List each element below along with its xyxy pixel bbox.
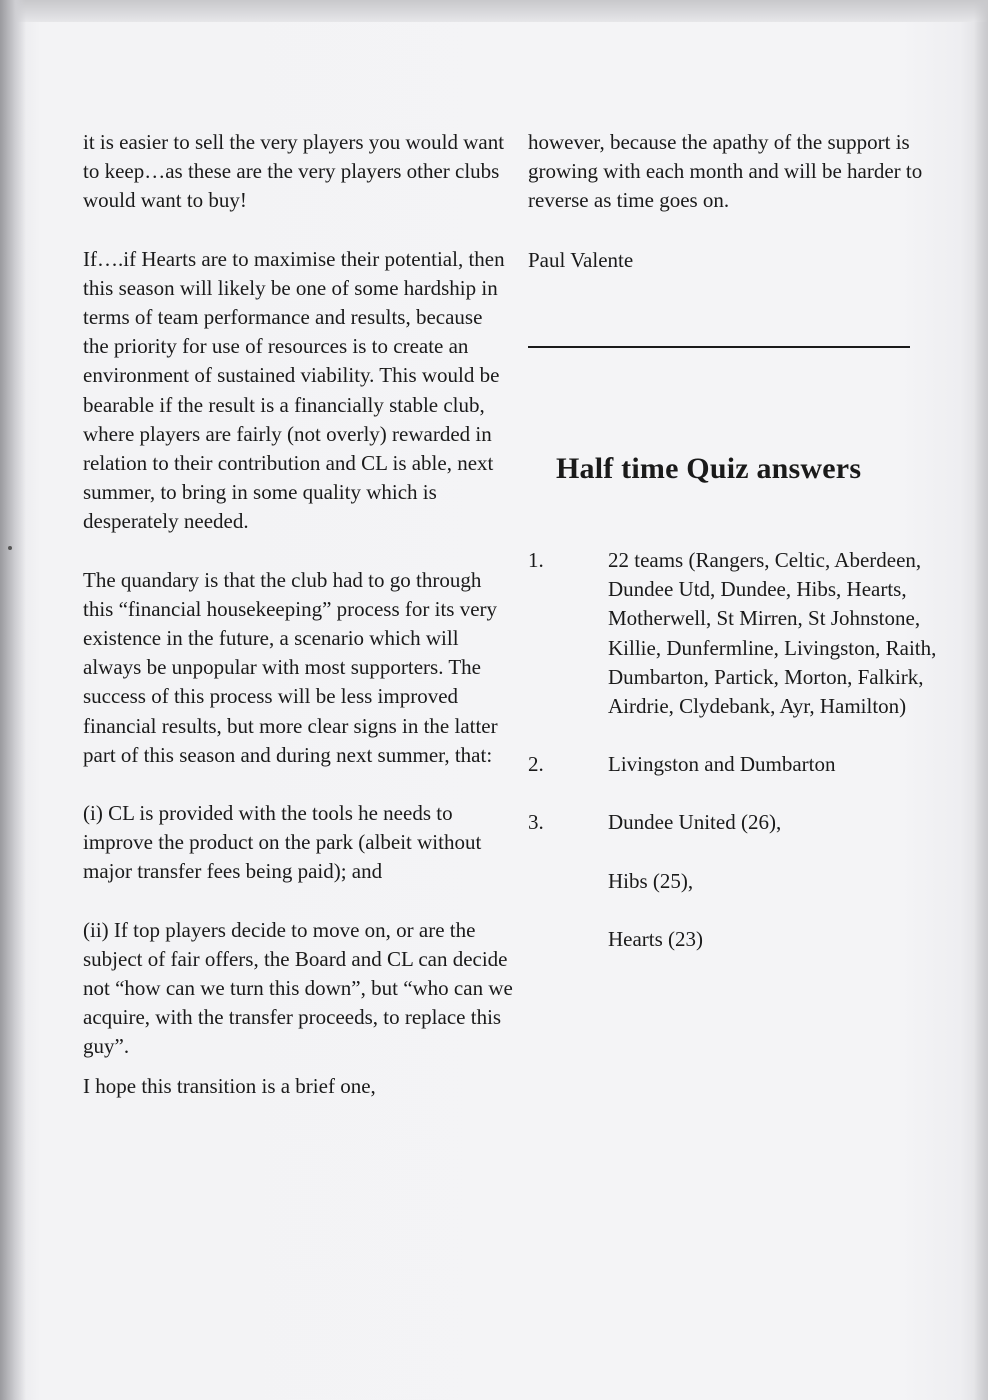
left-column — [83, 128, 513, 1101]
answer-text: 22 teams (Rangers, Celtic, Aberdeen, Dundee Utd, Dundee, Hibs, Hearts, Motherwell, St Mirren, St Johnstone, Killie, Dunfermline, Livingston, Raith, Dumbarton, Partick, Morton, Falkirk, Airdrie, Clydebank, Ayr, Hamilton) — [608, 548, 937, 719]
answer-number: 1. — [528, 548, 544, 572]
page-top-edge — [0, 0, 988, 22]
answer-item — [528, 546, 948, 721]
page-right-edge — [974, 0, 988, 1400]
binding-spine — [0, 0, 26, 1400]
answer-text: Dundee United (26), — [608, 810, 782, 835]
answer-text: Livingston and Dumbarton — [608, 752, 836, 777]
author-signature: Paul Valente — [528, 248, 634, 272]
right-column — [528, 128, 948, 216]
answer-item — [528, 808, 948, 837]
scan-speck — [8, 546, 12, 550]
answer-item — [528, 867, 948, 896]
answer-number: 3. — [528, 810, 544, 835]
left-paragraph-6: I hope this transition is a brief one, — [83, 1073, 376, 1098]
left-paragraph-1: it is easier to sell the very players you would want to keep…as these are the very players other clubs would want to buy! — [83, 130, 505, 213]
answer-item — [528, 925, 948, 954]
left-paragraph-3: The quandary is that the club had to go through this “financial housekeeping” process for its very existence in the future, a scenario which will always be unpopular with most supporters. The success of this process will be less improved financial results, but more clear signs in the latter part of this season and during next summer, that: — [83, 567, 498, 767]
section-divider — [528, 346, 910, 348]
answer-item — [528, 750, 948, 779]
quiz-answers-list — [528, 546, 948, 954]
answer-number: 2. — [528, 752, 544, 777]
answer-text: Hearts (23) — [608, 926, 704, 951]
right-paragraph-1: however, because the apathy of the support is growing with each month and will be harder to reverse as time goes on. — [528, 130, 923, 213]
quiz-heading: Half time Quiz answers — [556, 452, 862, 485]
left-paragraph-5: (ii) If top players decide to move on, or are the subject of fair offers, the Board and CL can decide not “how can we turn this down”, but “who can we acquire, with the transfer proceeds, to replace this guy”. — [83, 917, 513, 1059]
left-paragraph-2: If….if Hearts are to maximise their potential, then this season will likely be one of some hardship in terms of team performance and results, because the priority for use of resources is to create an environment of sustained viability. This would be bearable if the result is a financially stable club, where players are fairly (not overly) rewarded in relation to their contribution and CL is able, next summer, to bring in some quality which is desperately needed. — [83, 246, 505, 534]
answer-text: Hibs (25), — [608, 868, 694, 893]
left-paragraph-4: (i) CL is provided with the tools he needs to improve the product on the park (albeit without major transfer fees being paid); and — [83, 801, 482, 884]
